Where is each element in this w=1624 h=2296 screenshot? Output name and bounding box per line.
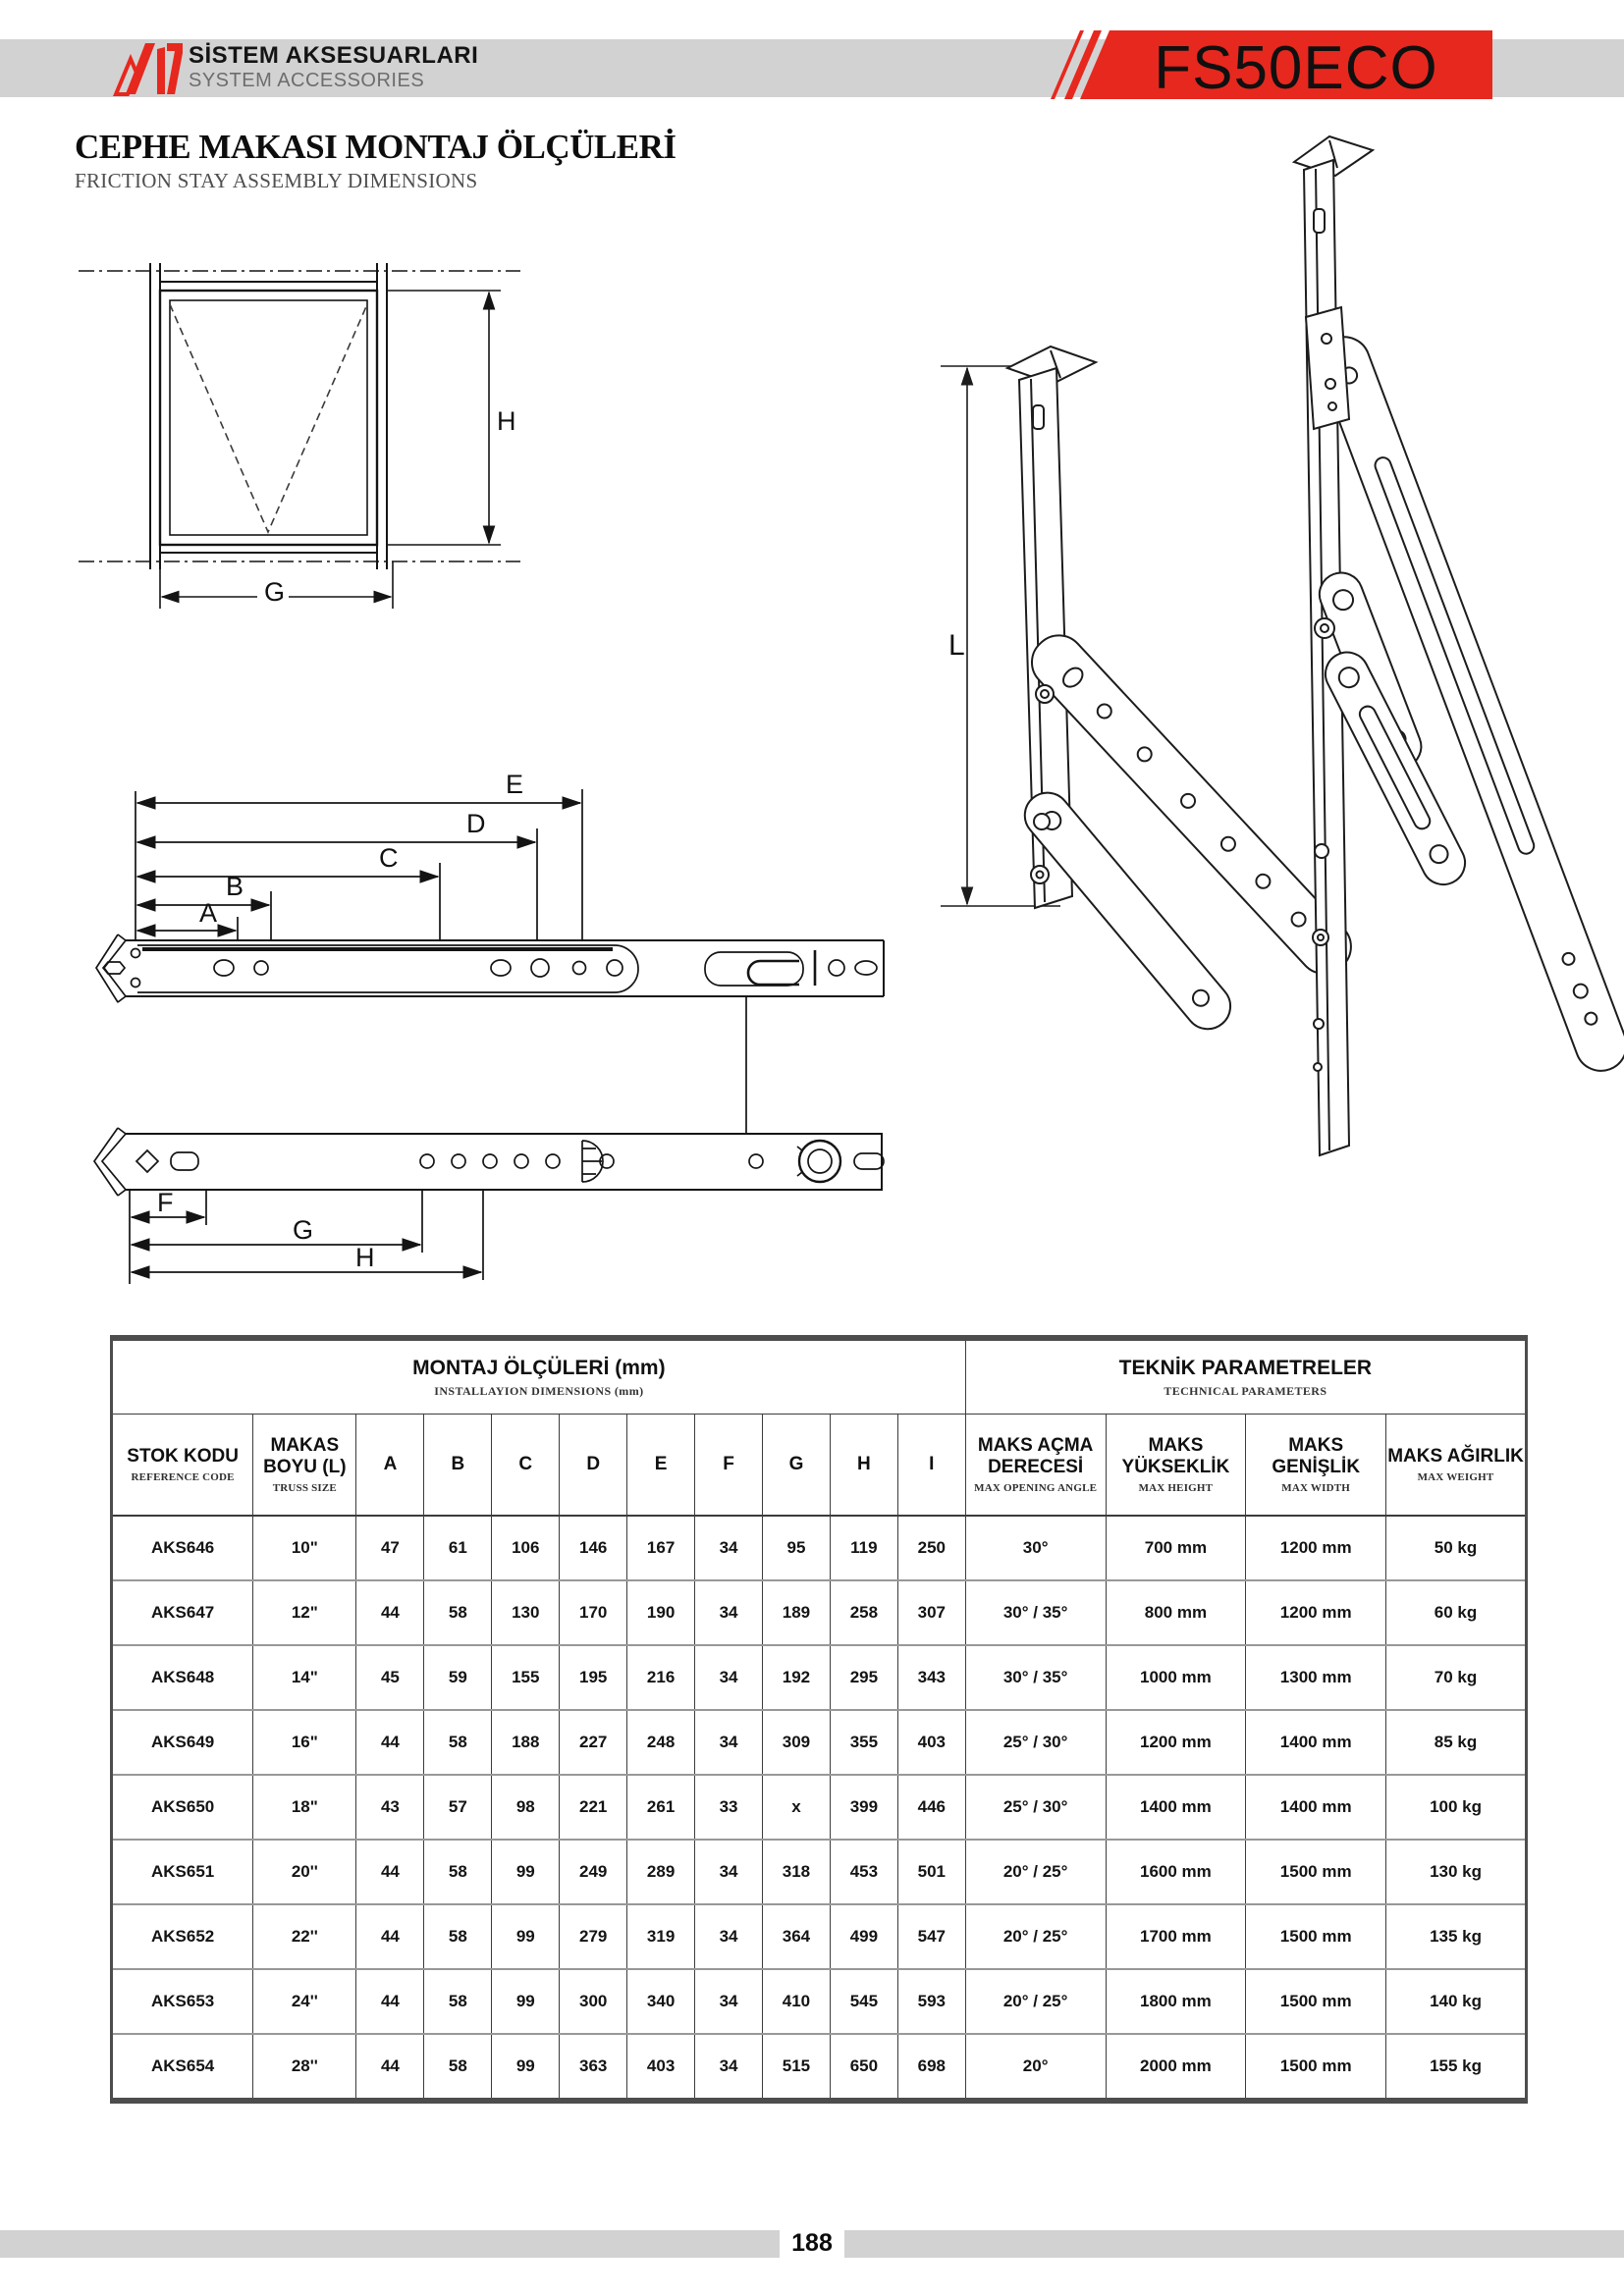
data-cell: 1200 mm: [1246, 1516, 1386, 1580]
column-header-stok-kodu: STOK KODU REFERENCE CODE: [112, 1415, 253, 1517]
data-cell: x: [763, 1775, 831, 1840]
data-cell: 364: [763, 1904, 831, 1969]
spec-table: [110, 1335, 1528, 2104]
data-cell: 57: [424, 1775, 492, 1840]
data-cell: 47: [356, 1516, 424, 1580]
data-cell: 1500 mm: [1246, 1840, 1386, 1904]
data-cell: 70 kg: [1386, 1645, 1527, 1710]
table-row: [112, 2034, 1527, 2101]
group-title: MONTAJ ÖLÇÜLERİ (mm): [412, 1356, 666, 1379]
data-cell: 800 mm: [1106, 1580, 1246, 1645]
data-cell: 20° / 25°: [965, 1969, 1106, 2034]
data-cell: 1500 mm: [1246, 2034, 1386, 2101]
frame-horizontal: [160, 282, 377, 553]
data-cell: 403: [897, 1710, 965, 1775]
data-cell: 99: [492, 1840, 560, 1904]
dim-label-width: G: [264, 577, 286, 607]
data-cell: 279: [560, 1904, 627, 1969]
data-cell: 34: [695, 1840, 763, 1904]
stay-open-iso: [1294, 136, 1624, 1155]
data-cell: 99: [492, 1969, 560, 2034]
brand-line-en: SYSTEM ACCESSORIES: [189, 70, 425, 92]
group-title: TEKNİK PARAMETRELER: [1118, 1356, 1373, 1379]
data-cell: 155: [492, 1645, 560, 1710]
column-header-maks-a-ma-derecesi: MAKS AÇMA DERECESİ MAX OPENING ANGLE: [965, 1415, 1106, 1517]
data-cell: 58: [424, 1904, 492, 1969]
dim-label-A: A: [199, 898, 218, 928]
page-title-en: FRICTION STAY ASSEMBLY DIMENSIONS: [75, 169, 478, 192]
data-cell: 85 kg: [1386, 1710, 1527, 1775]
data-cell: 1300 mm: [1246, 1645, 1386, 1710]
data-cell: 1400 mm: [1106, 1775, 1246, 1840]
stay-plan-diagram: [69, 687, 903, 1301]
data-cell: 58: [424, 2034, 492, 2101]
data-cell: 20°: [965, 2034, 1106, 2101]
data-cell: 10": [253, 1516, 356, 1580]
data-cell: 155 kg: [1386, 2034, 1527, 2101]
table-row: [112, 1580, 1527, 1645]
data-cell: 1400 mm: [1246, 1775, 1386, 1840]
data-cell: 249: [560, 1840, 627, 1904]
column-header-a: A: [356, 1415, 424, 1517]
data-cell: 58: [424, 1969, 492, 2034]
data-cell: 95: [763, 1516, 831, 1580]
group-subtitle: INSTALLAYION DIMENSIONS (mm): [434, 1383, 644, 1398]
group-header-row: [112, 1338, 1527, 1415]
data-cell: 44: [356, 2034, 424, 2101]
dim-extension: [206, 1190, 483, 1280]
dim-label-D: D: [466, 809, 486, 838]
data-cell: 227: [560, 1710, 627, 1775]
stock-code-cell: AKS646: [150, 1538, 215, 1557]
data-cell: 1600 mm: [1106, 1840, 1246, 1904]
data-cell: 34: [695, 2034, 763, 2101]
data-cell: 25° / 30°: [965, 1710, 1106, 1775]
table-row: [112, 1710, 1527, 1775]
brand-text: [189, 43, 478, 91]
data-cell: 170: [560, 1580, 627, 1645]
data-cell: 34: [695, 1516, 763, 1580]
data-cell: 25° / 30°: [965, 1775, 1106, 1840]
product-code-banner: [1039, 26, 1530, 104]
data-cell: 318: [763, 1840, 831, 1904]
dim-label-H2: H: [355, 1243, 375, 1272]
column-header-h: H: [830, 1415, 897, 1517]
data-cell: 34: [695, 1710, 763, 1775]
table-row: [112, 1645, 1527, 1710]
data-cell: 195: [560, 1645, 627, 1710]
data-cell: 216: [627, 1645, 695, 1710]
data-cell: 12": [253, 1580, 356, 1645]
group-header-installation: [112, 1338, 966, 1415]
data-cell: 50 kg: [1386, 1516, 1527, 1580]
data-cell: 34: [695, 1904, 763, 1969]
frame-mullion: [150, 263, 387, 569]
page-title: [75, 128, 676, 193]
column-header-row: [112, 1415, 1527, 1517]
data-cell: 44: [356, 1904, 424, 1969]
table-row: [112, 1969, 1527, 2034]
data-cell: 261: [627, 1775, 695, 1840]
data-cell: 593: [897, 1969, 965, 2034]
column-header-maks-geni-li-k: MAKS GENİŞLİK MAX WIDTH: [1246, 1415, 1386, 1517]
page-title-tr: CEPHE MAKASI MONTAJ ÖLÇÜLERİ: [75, 128, 677, 166]
column-header-g: G: [763, 1415, 831, 1517]
dim-label-L: L: [948, 629, 965, 662]
data-cell: 59: [424, 1645, 492, 1710]
data-cell: 44: [356, 1710, 424, 1775]
brand-logo: [110, 37, 183, 98]
data-cell: 1400 mm: [1246, 1710, 1386, 1775]
data-cell: 98: [492, 1775, 560, 1840]
banner-stripe: [1051, 30, 1084, 99]
data-cell: 2000 mm: [1106, 2034, 1246, 2101]
data-cell: 309: [763, 1710, 831, 1775]
data-cell: 20'': [253, 1840, 356, 1904]
data-cell: 248: [627, 1710, 695, 1775]
column-header-maks-y-ksekli-k: MAKS YÜKSEKLİK MAX HEIGHT: [1106, 1415, 1246, 1517]
data-cell: 515: [763, 2034, 831, 2101]
dim-label-E: E: [506, 770, 524, 799]
sash-inner: [170, 300, 367, 535]
data-cell: 130 kg: [1386, 1840, 1527, 1904]
data-cell: 650: [830, 2034, 897, 2101]
data-cell: 499: [830, 1904, 897, 1969]
data-cell: 58: [424, 1710, 492, 1775]
data-cell: 1200 mm: [1106, 1710, 1246, 1775]
data-cell: 61: [424, 1516, 492, 1580]
data-cell: 106: [492, 1516, 560, 1580]
data-cell: 28'': [253, 2034, 356, 2101]
logo-shape: [157, 47, 165, 94]
data-cell: 1500 mm: [1246, 1969, 1386, 2034]
dim-label-B: B: [226, 872, 244, 901]
data-cell: 14": [253, 1645, 356, 1710]
data-cell: 119: [830, 1516, 897, 1580]
stay-closed-top-view: [96, 934, 884, 1002]
data-cell: 453: [830, 1840, 897, 1904]
data-cell: 58: [424, 1840, 492, 1904]
column-header-c: C: [492, 1415, 560, 1517]
dim-label-height: H: [497, 406, 516, 436]
data-cell: 60 kg: [1386, 1580, 1527, 1645]
stock-code-cell: AKS647: [112, 1580, 253, 1645]
data-cell: 58: [424, 1580, 492, 1645]
data-cell: 295: [830, 1645, 897, 1710]
stock-code-cell: AKS653: [112, 1969, 253, 2034]
data-cell: 319: [627, 1904, 695, 1969]
data-cell: 1800 mm: [1106, 1969, 1246, 2034]
data-cell: 300: [560, 1969, 627, 2034]
data-cell: 545: [830, 1969, 897, 2034]
data-cell: 355: [830, 1710, 897, 1775]
data-cell: 30° / 35°: [965, 1645, 1106, 1710]
data-cell: 44: [356, 1840, 424, 1904]
column-header-maks-a-irlik: MAKS AĞIRLIK MAX WEIGHT: [1386, 1415, 1527, 1517]
dim-label-F: F: [157, 1188, 174, 1217]
table-body: [112, 1516, 1527, 2101]
data-cell: 446: [897, 1775, 965, 1840]
data-cell: 410: [763, 1969, 831, 2034]
data-cell: 192: [763, 1645, 831, 1710]
stock-code-cell: AKS651: [112, 1840, 253, 1904]
dim-extension: [238, 789, 582, 939]
data-cell: 18": [253, 1775, 356, 1840]
dim-label-G2: G: [293, 1215, 314, 1245]
data-cell: 1200 mm: [1246, 1580, 1386, 1645]
page-number-box: [780, 2226, 844, 2260]
stock-code-cell: AKS652: [112, 1904, 253, 1969]
data-cell: 146: [560, 1516, 627, 1580]
data-cell: 30°: [965, 1516, 1106, 1580]
data-cell: 167: [627, 1516, 695, 1580]
data-cell: 24'': [253, 1969, 356, 2034]
data-cell: 1700 mm: [1106, 1904, 1246, 1969]
group-subtitle: TECHNICAL PARAMETERS: [1164, 1383, 1327, 1398]
brand-line-tr: SİSTEM AKSESUARLARI: [189, 42, 479, 69]
data-cell: 547: [897, 1904, 965, 1969]
data-cell: 34: [695, 1645, 763, 1710]
data-cell: 20° / 25°: [965, 1840, 1106, 1904]
dim-label-C: C: [379, 843, 399, 873]
data-cell: 34: [695, 1580, 763, 1645]
data-cell: 258: [830, 1580, 897, 1645]
column-header-i: I: [897, 1415, 965, 1517]
column-header-d: D: [560, 1415, 627, 1517]
data-cell: 188: [492, 1710, 560, 1775]
data-cell: 20° / 25°: [965, 1904, 1106, 1969]
product-code: FS50ECO: [1154, 34, 1438, 102]
data-cell: 135 kg: [1386, 1904, 1527, 1969]
data-cell: 501: [897, 1840, 965, 1904]
data-cell: 33: [695, 1775, 763, 1840]
data-cell: 1500 mm: [1246, 1904, 1386, 1969]
column-header-e: E: [627, 1415, 695, 1517]
stay-isometric-diagram: [913, 93, 1624, 1198]
opening-direction: [170, 304, 367, 532]
data-cell: 289: [627, 1840, 695, 1904]
sash-outer: [160, 291, 377, 545]
data-cell: 43: [356, 1775, 424, 1840]
logo-shape: [167, 43, 183, 94]
data-cell: 16": [253, 1710, 356, 1775]
data-cell: 403: [627, 2034, 695, 2101]
data-cell: 99: [492, 2034, 560, 2101]
column-header-f: F: [695, 1415, 763, 1517]
column-header-b: B: [424, 1415, 492, 1517]
data-cell: 34: [695, 1969, 763, 2034]
data-cell: 363: [560, 2034, 627, 2101]
data-cell: 1000 mm: [1106, 1645, 1246, 1710]
table-row: [112, 1904, 1527, 1969]
stock-code-cell: AKS649: [112, 1710, 253, 1775]
data-cell: 343: [897, 1645, 965, 1710]
data-cell: 399: [830, 1775, 897, 1840]
data-cell: 45: [356, 1645, 424, 1710]
stock-code-cell: AKS650: [112, 1775, 253, 1840]
dim-extension: [387, 291, 501, 545]
data-cell: 189: [763, 1580, 831, 1645]
stay-rail-bottom-view: [94, 1128, 884, 1196]
stock-code-cell: AKS648: [112, 1645, 253, 1710]
page-number: 188: [791, 2228, 833, 2257]
data-cell: 700 mm: [1106, 1516, 1246, 1580]
data-cell: 99: [492, 1904, 560, 1969]
data-cell: 340: [627, 1969, 695, 2034]
data-cell: 250: [897, 1516, 965, 1580]
column-header-makas-boyu-l: MAKAS BOYU (L) TRUSS SIZE: [253, 1415, 356, 1517]
data-cell: 221: [560, 1775, 627, 1840]
window-diagram: [59, 245, 520, 667]
data-cell: 698: [897, 2034, 965, 2101]
stock-code-cell: AKS654: [112, 2034, 253, 2101]
data-cell: 44: [356, 1580, 424, 1645]
data-cell: 307: [897, 1580, 965, 1645]
data-cell: 190: [627, 1580, 695, 1645]
data-cell: 30° / 35°: [965, 1580, 1106, 1645]
table-row: [112, 1516, 1527, 1580]
group-header-technical: [965, 1338, 1526, 1415]
table-row: [112, 1775, 1527, 1840]
data-cell: 22'': [253, 1904, 356, 1969]
data-cell: 130: [492, 1580, 560, 1645]
data-cell: 140 kg: [1386, 1969, 1527, 2034]
data-cell: 44: [356, 1969, 424, 2034]
table-row: [112, 1840, 1527, 1904]
data-cell: 100 kg: [1386, 1775, 1527, 1840]
